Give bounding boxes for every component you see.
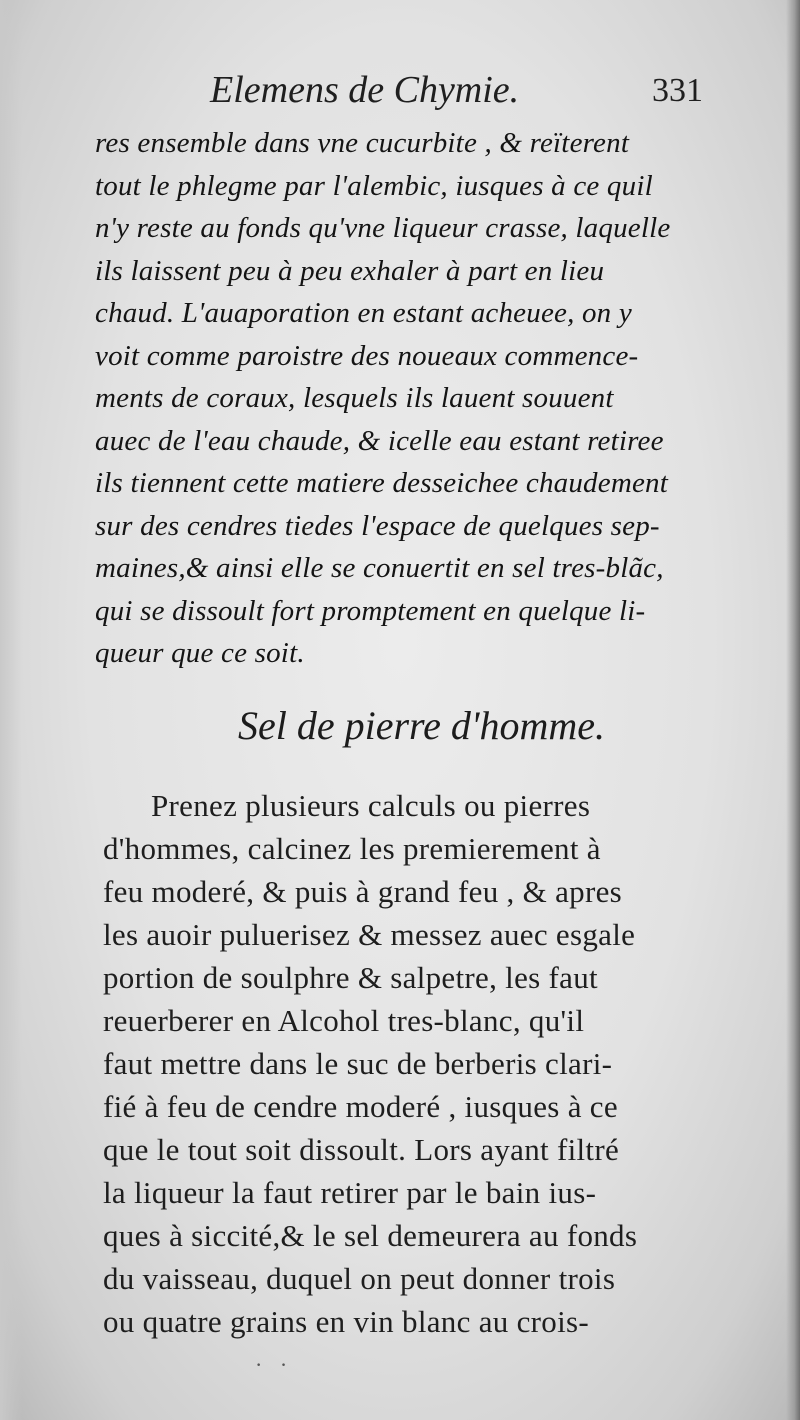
text-line: ils tiennent cette matiere desseichee chaudement bbox=[95, 467, 669, 499]
text-line: du vaisseau, duquel on peut donner trois bbox=[103, 1261, 616, 1296]
text-line: voit comme paroistre des noueaux commence- bbox=[95, 339, 639, 372]
italic-paragraph bbox=[95, 122, 720, 675]
text-line: faut mettre dans le suc de berberis clari- bbox=[103, 1046, 613, 1081]
roman-paragraph bbox=[103, 784, 728, 1343]
text-line: maines,& ainsi elle se conuertit en sel tres-blãc, bbox=[95, 552, 664, 584]
text-line: chaud. L'auaporation en estant acheuee, on y bbox=[95, 297, 632, 329]
text-line: res ensemble dans vne cucurbite , & reïterent bbox=[95, 127, 630, 159]
text-line: la liqueur la faut retirer par le bain ius- bbox=[103, 1175, 597, 1210]
page-right-edge bbox=[786, 0, 800, 1420]
text-line: portion de soulphre & salpetre, les faut bbox=[103, 960, 598, 995]
text-line: n'y reste au fonds qu'vne liqueur crasse, laquelle bbox=[95, 212, 671, 244]
text-line: feu moderé, & puis à grand feu , & apres bbox=[103, 874, 623, 909]
text-line: sur des cendres tiedes l'espace de quelques sep- bbox=[95, 509, 660, 542]
page-number: 331 bbox=[652, 72, 703, 109]
section-heading: Sel de pierre d'homme. bbox=[238, 703, 605, 748]
text-line: ques à siccité,& le sel demeurera au fonds bbox=[103, 1218, 638, 1253]
text-line: fié à feu de cendre moderé , iusques à ce bbox=[103, 1089, 618, 1124]
text-line: que le tout soit dissoult. Lors ayant filtré bbox=[103, 1132, 620, 1167]
page-left-edge bbox=[0, 0, 22, 1420]
page-header bbox=[0, 68, 800, 118]
text-line: ments de coraux, lesquels ils lauent souuent bbox=[95, 382, 614, 414]
running-title: Elemens de Chymie. bbox=[210, 69, 520, 111]
print-speckles: · · bbox=[255, 1352, 294, 1377]
text-line: d'hommes, calcinez les premierement à bbox=[103, 831, 601, 866]
text-line: qui se dissoult fort promptement en quelque li- bbox=[95, 594, 646, 627]
text-line: ils laissent peu à peu exhaler à part en lieu bbox=[95, 254, 605, 287]
text-line: auec de l'eau chaude, & icelle eau estant retiree bbox=[95, 424, 664, 457]
text-line: reuerberer en Alcohol tres-blanc, qu'il bbox=[103, 1003, 585, 1038]
text-line: les auoir puluerisez & messez auec esgale bbox=[103, 917, 636, 952]
text-line: queur que ce soit. bbox=[95, 637, 305, 669]
text-line: ou quatre grains en vin blanc au crois- bbox=[103, 1304, 590, 1339]
text-line: Prenez plusieurs calculs ou pierres bbox=[151, 788, 591, 823]
text-line: tout le phlegme par l'alembic, iusques à ce quil bbox=[95, 169, 653, 202]
